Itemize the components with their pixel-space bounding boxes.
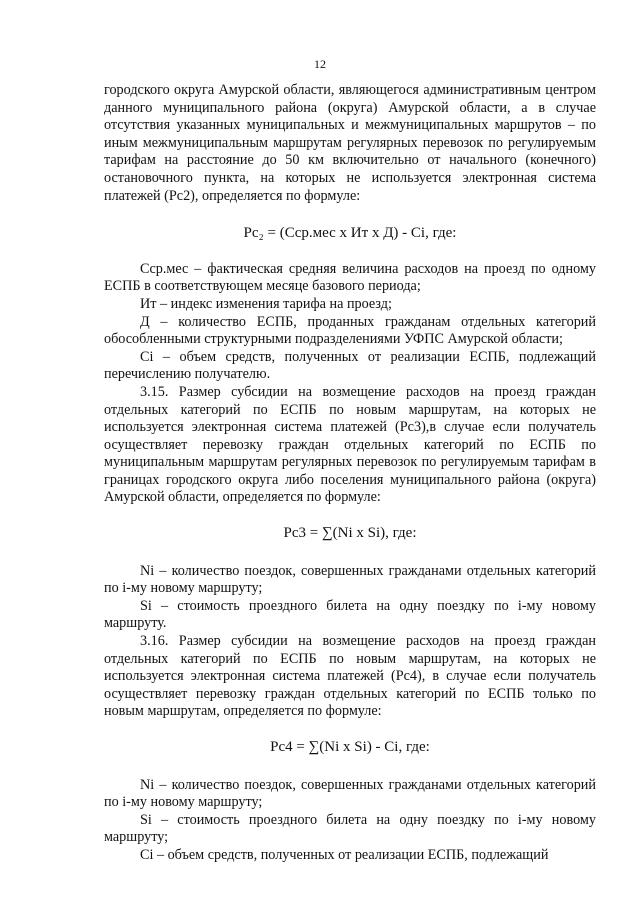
definition-ni: Ni – количество поездок, совершенных гражданами отдельных категорий по i-му новому маршруту; <box>104 562 596 597</box>
paragraph-intro: городского округа Амурской области, являющегося административным центром данного муниципального района (округа) Амурской области, а в случае отсутствия указанных муниципальных и межмуниципальных маршрутов – по иным межмуниципальным маршрутам регулярных перевозок по регулируемым тарифам на расстояние до 50 км включительно от начального (конечного) остановочного пункта, на которых не используется электронная система платежей (Pc2), определяется по формуле: <box>104 82 596 204</box>
definition-si-2: Si – стоимость проездного билета на одну поездку по i-му новому маршруту; <box>104 811 596 846</box>
formula-pc4: Pc4 = ∑(Ni х Si) - Ci, где: <box>270 739 430 755</box>
definition-d: Д – количество ЕСПБ, проданных гражданам отдельных категорий обособленными структурными подразделениями УФПС Амурской области; <box>104 313 596 348</box>
document-body <box>104 82 596 865</box>
definition-ni-2: Ni – количество поездок, совершенных гражданами отдельных категорий по i-му новому маршруту; <box>104 776 596 811</box>
section-3-16: 3.16. Размер субсидии на возмещение расходов на проезд граждан отдельных категорий по ЕСПБ по новым маршрутам, на которых не используется электронная система платежей (Pc4), в случае если получатель осуществляет перевозку граждан отдельных категорий по ЕСПБ только по новым маршрутам, определяется по формуле: <box>104 633 596 720</box>
page-number: 12 <box>314 57 326 71</box>
definition-ci: Ci – объем средств, полученных от реализации ЕСПБ, подлежащий перечислению получателю. <box>104 348 596 383</box>
definition-cср-мес: Cср.мес – фактическая средняя величина расходов на проезд по одному ЕСПБ в соответствующем месяце базового периода; <box>104 260 596 295</box>
section-3-15: 3.15. Размер субсидии на возмещение расходов на проезд граждан отдельных категорий по ЕСПБ по новым маршрутам, на которых не используется электронная система платежей (Pc3),в случае если получатель осуществляет перевозку граждан отдельных категорий по ЕСПБ по муниципальным маршрутам регулярных перевозок по регулируемым тарифам в границах городского округа либо поселения муниципального района (округа) Амурской области, определяется по формуле: <box>104 383 596 506</box>
definition-ci-2: Ci – объем средств, полученных от реализации ЕСПБ, подлежащий <box>140 846 549 863</box>
definition-si: Si – стоимость проездного билета на одну поездку по i-му новому маршруту. <box>104 597 596 632</box>
definition-it: Ит – индекс изменения тарифа на проезд; <box>140 295 392 312</box>
formula-pc2: Pc₂ = (Cср.мес х Ит х Д) - Ci, где: <box>243 225 457 242</box>
formula-pc3: Pc3 = ∑(Ni х Si), где: <box>283 525 417 542</box>
